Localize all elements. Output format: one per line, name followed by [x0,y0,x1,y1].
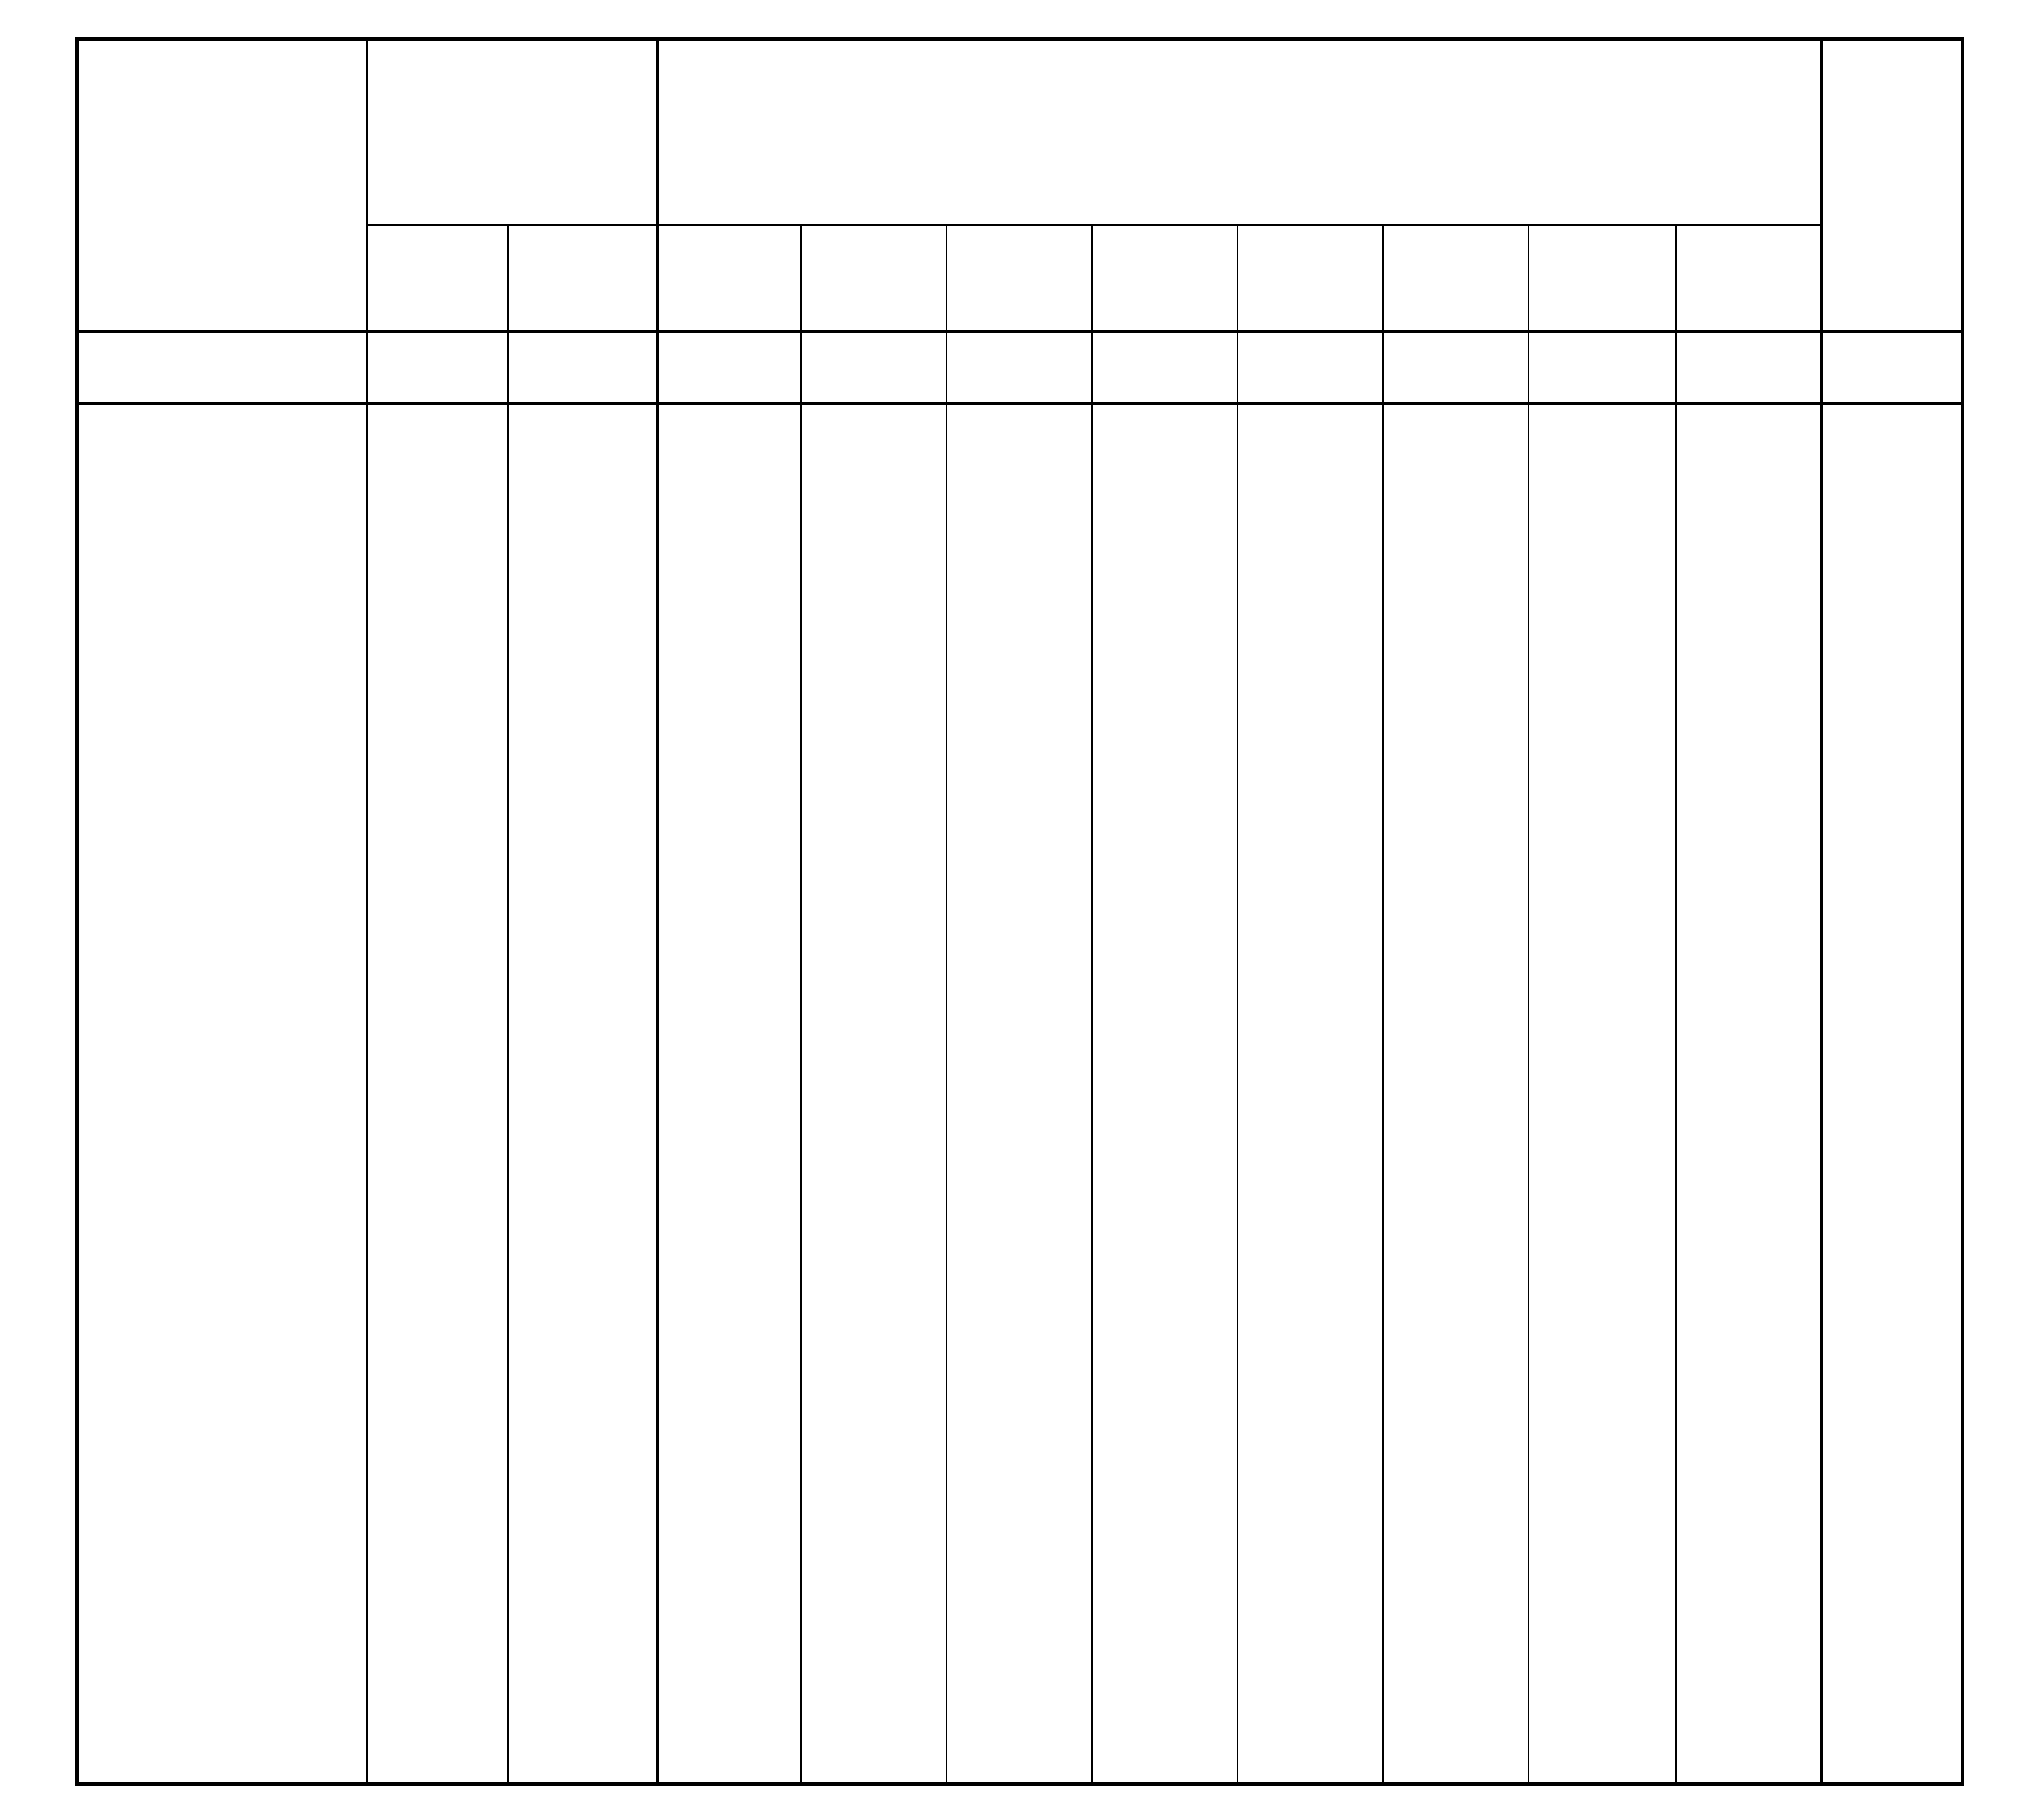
col-divider-sch5 [946,224,947,1786]
col-divider-sch80-mid [1675,224,1677,403]
col-divider-od-mid [507,224,509,1786]
col-divider-sch40-mid-body [1382,404,1384,1786]
col-divider-sch5-mid [800,224,802,403]
col-divider-sch40 [1528,224,1529,1786]
row-divider-units-bottom [75,402,1964,405]
row-divider-header-sub [366,224,1823,226]
col-divider-length [1820,37,1823,1786]
col-divider-sch10-mid [1091,224,1093,403]
col-divider-sch10-mid-body [1091,404,1093,1786]
col-divider-sch40-mid [1382,224,1384,403]
col-divider-sch80-mid-body [1675,404,1677,1786]
col-divider-nps [366,37,368,1786]
col-divider-sch10 [1237,224,1238,1786]
col-divider-sch5-mid-body [800,404,802,1786]
table-frame [75,37,1964,1786]
col-divider-od [656,37,659,1786]
row-divider-units-top [75,330,1964,333]
